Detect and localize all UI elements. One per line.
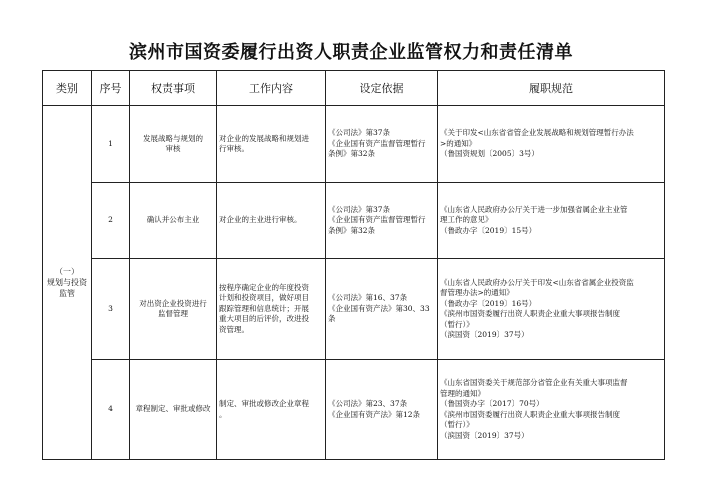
table-row: [43, 106, 665, 183]
basis-cell: 《公司法》第37条 《企业国有资产监督管理暂行 条例》第32条: [326, 183, 438, 259]
table-row: [43, 183, 665, 259]
basis-cell: 《公司法》第16、37条 《企业国有资产法》第30、33 条: [326, 259, 438, 360]
norms-cell: 《山东省国资委关于规范部分省管企业有关重大事项监督 管理的通知》 （鲁国资办字〔2017〕70号） 《滨州市国资委履行出资人职责企业重大事项报告制度 （暂行）》 （滨国资〔2019〕37号）: [438, 360, 665, 460]
header-content: 工作内容: [217, 71, 326, 106]
number-cell: 1: [92, 106, 130, 183]
item-cell: 章程制定、审批或修改: [130, 360, 217, 460]
category-cell: [43, 106, 92, 460]
norms-cell: 《关于印发<山东省省管企业发展战略和规划管理暂行办法 >的通知》 （鲁国资规划〔2005〕3号）: [438, 106, 665, 183]
header-item: 权责事项: [130, 71, 217, 106]
header-norms: 履职规范: [438, 71, 665, 106]
category-line: （一）: [55, 267, 79, 276]
number-cell: 4: [92, 360, 130, 460]
norms-cell: 《山东省人民政府办公厅关于进一步加强省属企业主业管 理工作的意见》 （鲁政办字〔2019〕15号）: [438, 183, 665, 259]
item-cell: 对出资企业投资进行 监督管理: [130, 259, 217, 360]
content-cell: 制定、审批或修改企业章程 。: [217, 360, 326, 460]
basis-cell: 《公司法》第37条 《企业国有资产监督管理暂行 条例》第32条: [326, 106, 438, 183]
number-cell: 2: [92, 183, 130, 259]
responsibility-table: [42, 70, 665, 460]
number-cell: 3: [92, 259, 130, 360]
document-title: 滨州市国资委履行出资人职责企业监管权力和责任清单: [129, 42, 573, 63]
category-line: 规划与投资: [47, 278, 87, 287]
table-row: [43, 259, 665, 360]
norms-cell: 《山东省人民政府办公厅关于印发<山东省省属企业投资监 督管理办法>的通知》 （鲁政办字〔2019〕16号） 《滨州市国资委履行出资人职责企业重大事项报告制度 （暂行）》 （滨国资〔2019〕37号）: [438, 259, 665, 360]
item-cell: 确认并公布主业: [130, 183, 217, 259]
item-cell: 发展战略与规划的 审核: [130, 106, 217, 183]
table-header-row: [43, 71, 665, 106]
category-line: 监管: [59, 289, 75, 298]
content-cell: 对企业的主业进行审核。: [217, 183, 326, 259]
content-cell: 按程序确定企业的年度投资 计划和投资项目，做好项目 跟踪管理和信息统计；开展 重大项目的后评价，改进投 资管理。: [217, 259, 326, 360]
table-row: [43, 360, 665, 460]
header-category: 类别: [43, 71, 92, 106]
basis-cell: 《公司法》第23、37条 《企业国有资产法》第12条: [326, 360, 438, 460]
header-basis: 设定依据: [326, 71, 438, 106]
content-cell: 对企业的发展战略和规划进 行审核。: [217, 106, 326, 183]
header-number: 序号: [92, 71, 130, 106]
